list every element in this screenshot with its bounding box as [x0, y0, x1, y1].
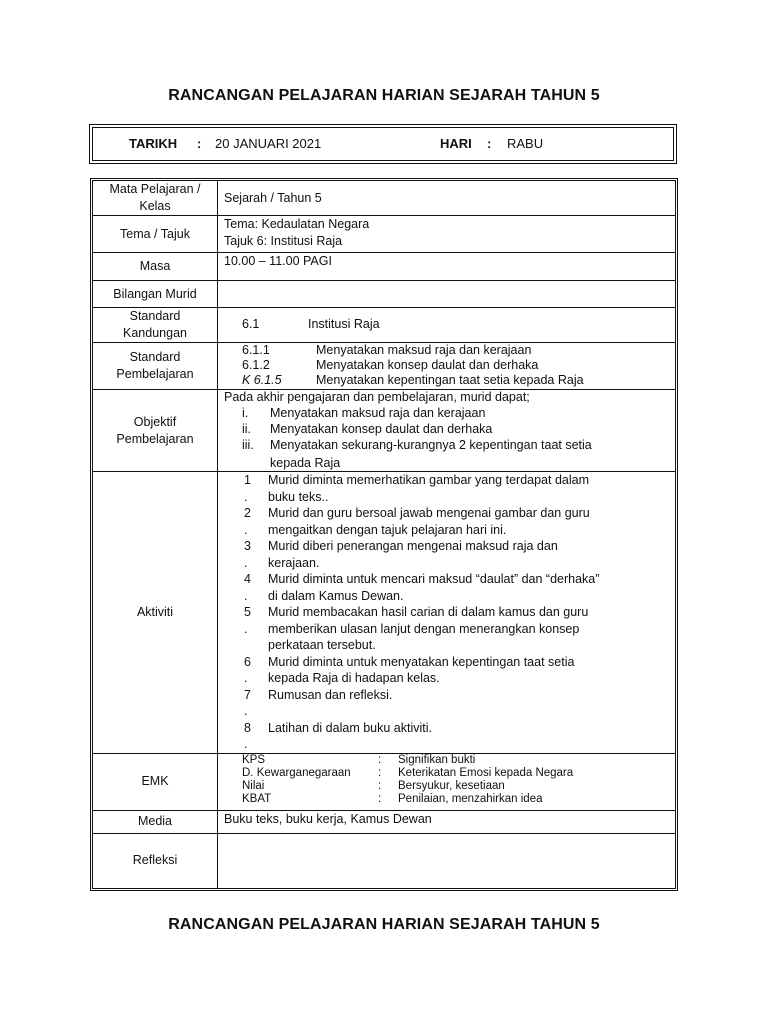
- objektif-numeral: iii.: [242, 438, 254, 452]
- aktiviti-number: .: [244, 489, 248, 504]
- emk-value: Bersyukur, kesetiaan: [398, 779, 505, 792]
- aktiviti-line: [244, 538, 669, 555]
- aktiviti-line: [244, 637, 669, 654]
- aktiviti-text: Murid diminta untuk mencari maksud “daulat” dan “derhaka”: [268, 572, 600, 586]
- row-masa: [93, 253, 676, 281]
- hari-label: HARI: [440, 136, 472, 151]
- tema-line: Tema: Kedaulatan Negara: [224, 217, 370, 231]
- aktiviti-number: 7: [244, 687, 251, 702]
- objektif-item: [224, 421, 669, 437]
- aktiviti-line: [244, 670, 669, 687]
- label-line: Kandungan: [123, 326, 187, 340]
- aktiviti-line: [244, 736, 669, 753]
- emk-key: KPS: [242, 753, 266, 766]
- sp-item: [224, 373, 669, 388]
- objektif-intro: Pada akhir pengajaran dan pembelajaran, murid dapat;: [224, 390, 530, 404]
- aktiviti-line: [244, 571, 669, 588]
- label-aktiviti: Aktiviti: [93, 472, 218, 754]
- tarikh-colon: :: [197, 136, 202, 151]
- date-bar: [92, 127, 674, 161]
- aktiviti-text: kerajaan.: [268, 555, 320, 570]
- value-objektif: [218, 390, 676, 472]
- emk-value: Keterikatan Emosi kepada Negara: [398, 766, 574, 779]
- tarikh-value: 20 JANUARI 2021: [215, 136, 322, 151]
- row-media: [93, 810, 676, 833]
- aktiviti-text: kepada Raja di hadapan kelas.: [268, 671, 440, 685]
- label-media: Media: [93, 810, 218, 833]
- objektif-text: Menyatakan sekurang-kurangnya 2 kepentingan taat setia: [270, 438, 592, 452]
- sp-text: Menyatakan kepentingan taat setia kepada Raja: [316, 373, 584, 387]
- row-refleksi: [93, 833, 676, 888]
- objektif-continuation: kepada Raja: [270, 456, 341, 470]
- aktiviti-text: Rumusan dan refleksi.: [268, 687, 393, 702]
- objektif-numeral: ii.: [242, 422, 252, 436]
- value-bilangan-murid: [218, 281, 676, 308]
- aktiviti-text: Latihan di dalam buku aktiviti.: [268, 720, 432, 735]
- emk-value: Signifikan bukti: [398, 753, 476, 766]
- label-line: Mata Pelajaran /: [109, 182, 201, 196]
- aktiviti-text: Murid membacakan hasil carian di dalam kamus dan guru: [268, 605, 589, 619]
- value-aktiviti: [218, 472, 676, 754]
- sp-text: Menyatakan konsep daulat dan derhaka: [316, 358, 539, 372]
- objektif-numeral: i.: [242, 406, 249, 420]
- aktiviti-text: buku teks..: [268, 489, 329, 504]
- aktiviti-number: .: [244, 704, 248, 718]
- emk-item: [242, 767, 669, 780]
- emk-item: [242, 793, 669, 806]
- label-standard-kandungan: [93, 308, 218, 343]
- aktiviti-line: [244, 687, 669, 704]
- value-standard-kandungan: [218, 308, 676, 343]
- aktiviti-line: [244, 621, 669, 638]
- tajuk-line: Tajuk 6: Institusi Raja: [224, 234, 343, 248]
- aktiviti-number: 2: [244, 506, 251, 520]
- emk-key: KBAT: [242, 792, 272, 805]
- value-masa: 10.00 – 11.00 PAGI: [218, 253, 676, 281]
- value-media: Buku teks, buku kerja, Kamus Dewan: [218, 810, 676, 833]
- sp-number: 6.1.2: [242, 358, 270, 372]
- aktiviti-line: [244, 489, 669, 506]
- aktiviti-text: Murid diminta memerhatikan gambar yang terdapat dalam: [268, 473, 589, 487]
- aktiviti-line: [244, 654, 669, 671]
- aktiviti-number: 1: [244, 473, 251, 487]
- label-mata-pelajaran: [93, 181, 218, 216]
- aktiviti-line: [244, 522, 669, 539]
- label-line: Kelas: [139, 199, 171, 213]
- aktiviti-line: [244, 604, 669, 621]
- value-mata-pelajaran: Sejarah / Tahun 5: [218, 181, 676, 216]
- aktiviti-text: [268, 736, 669, 753]
- label-line: Objektif: [133, 414, 177, 429]
- row-bilangan-murid: [93, 281, 676, 308]
- emk-value: Penilaian, menzahirkan idea: [398, 792, 543, 805]
- objektif-text: Menyatakan konsep daulat dan derhaka: [270, 422, 493, 436]
- objektif-item: [224, 405, 669, 421]
- aktiviti-text: di dalam Kamus Dewan.: [268, 588, 404, 603]
- aktiviti-number: .: [244, 737, 248, 751]
- emk-key: D. Kewarganegaraan: [242, 766, 351, 779]
- aktiviti-text: memberikan ulasan lanjut dengan menerangkan konsep: [268, 621, 580, 636]
- aktiviti-text: [268, 703, 669, 720]
- aktiviti-number: 6: [244, 654, 251, 669]
- aktiviti-text: Murid diminta untuk menyatakan kepentingan taat setia: [268, 654, 575, 669]
- aktiviti-text: perkataan tersebut.: [268, 638, 376, 652]
- label-masa: Masa: [93, 253, 218, 281]
- sp-item: [224, 358, 669, 373]
- label-bilangan-murid: Bilangan Murid: [93, 281, 218, 308]
- sp-number: 6.1.1: [242, 343, 270, 357]
- objektif-item: [224, 437, 669, 453]
- label-tema: Tema / Tajuk: [93, 216, 218, 253]
- aktiviti-number: [244, 637, 268, 654]
- aktiviti-number: .: [244, 555, 248, 570]
- label-line: Pembelajaran: [116, 431, 194, 446]
- label-line: Standard: [129, 350, 181, 364]
- row-mata-pelajaran: [93, 181, 676, 216]
- aktiviti-number: 4: [244, 572, 251, 586]
- aktiviti-line: [244, 472, 669, 489]
- label-emk: EMK: [93, 753, 218, 810]
- label-line: Pembelajaran: [116, 367, 194, 381]
- aktiviti-number: 3: [244, 539, 251, 553]
- emk-colon: :: [378, 792, 382, 805]
- aktiviti-number: .: [244, 522, 248, 537]
- emk-list: [224, 754, 669, 806]
- sp-item: [224, 343, 669, 358]
- aktiviti-text: Murid diberi penerangan mengenai maksud raja dan: [268, 539, 558, 553]
- aktiviti-line: [244, 505, 669, 522]
- aktiviti-line: [244, 720, 669, 737]
- sp-number: K 6.1.5: [242, 373, 282, 387]
- aktiviti-text: Murid dan guru bersoal jawab mengenai gambar dan guru: [268, 506, 590, 520]
- row-tema: [93, 216, 676, 253]
- aktiviti-number: .: [244, 588, 248, 603]
- row-aktiviti: [93, 472, 676, 754]
- emk-colon: :: [378, 779, 382, 792]
- row-emk: [93, 753, 676, 810]
- label-standard-pembelajaran: [93, 343, 218, 390]
- aktiviti-line: [244, 703, 669, 720]
- row-objektif: [93, 390, 676, 472]
- aktiviti-number: .: [244, 621, 248, 636]
- aktiviti-text: mengaitkan dengan tajuk pelajaran hari ini.: [268, 522, 507, 537]
- value-emk: [218, 753, 676, 810]
- aktiviti-number: .: [244, 671, 248, 685]
- label-refleksi: Refleksi: [93, 833, 218, 888]
- sk-text: Institusi Raja: [308, 317, 380, 331]
- emk-key: Nilai: [242, 779, 265, 792]
- aktiviti-line: [244, 588, 669, 605]
- emk-item: [242, 754, 669, 767]
- sp-text: Menyatakan maksud raja dan kerajaan: [316, 343, 532, 357]
- label-line: Standard: [129, 309, 181, 323]
- lesson-plan-table: [92, 180, 676, 889]
- label-objektif: [93, 390, 218, 472]
- value-tema: [218, 216, 676, 253]
- page-title: RANCANGAN PELAJARAN HARIAN SEJARAH TAHUN 5: [168, 87, 600, 104]
- aktiviti-list: [224, 472, 669, 753]
- emk-colon: :: [378, 753, 382, 766]
- value-standard-pembelajaran: [218, 343, 676, 390]
- emk-item: [242, 780, 669, 793]
- row-standard-pembelajaran: [93, 343, 676, 390]
- sk-number: 6.1: [242, 317, 260, 331]
- hari-colon: :: [487, 136, 492, 151]
- value-refleksi: [218, 833, 676, 888]
- row-standard-kandungan: [93, 308, 676, 343]
- aktiviti-number: 8: [244, 720, 251, 735]
- aktiviti-line: [244, 555, 669, 572]
- hari-value: RABU: [507, 136, 544, 151]
- footer-title: RANCANGAN PELAJARAN HARIAN SEJARAH TAHUN 5: [168, 916, 600, 933]
- objektif-text: Menyatakan maksud raja dan kerajaan: [270, 406, 486, 420]
- emk-colon: :: [378, 766, 382, 779]
- aktiviti-number: 5: [244, 605, 251, 619]
- tarikh-label: TARIKH: [129, 136, 178, 151]
